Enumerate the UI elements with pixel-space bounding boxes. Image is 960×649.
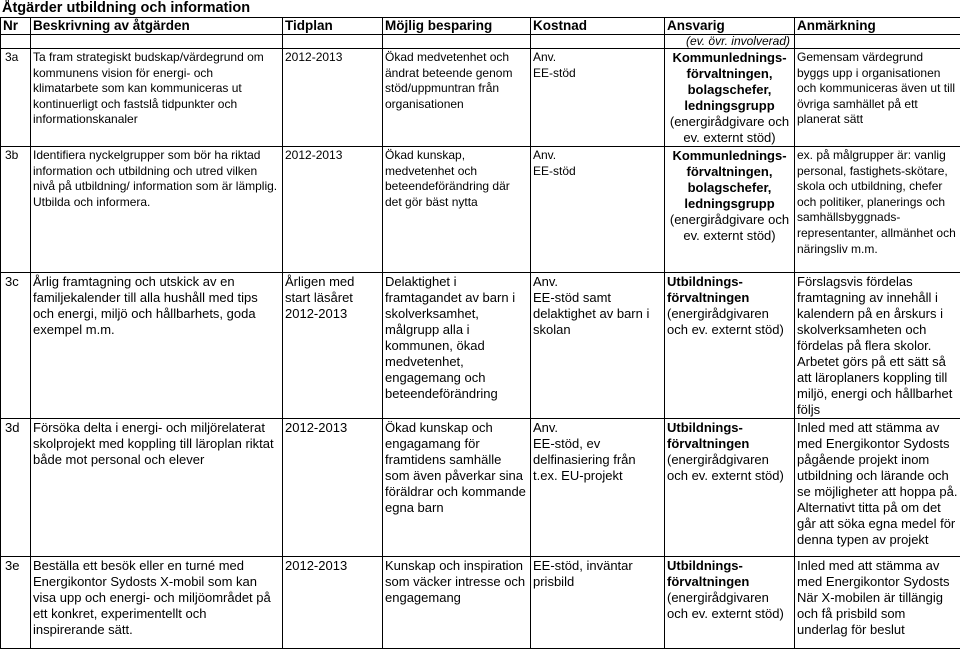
header-blank	[531, 35, 665, 49]
row-kostnad	[531, 147, 665, 273]
header-anmarkning: Anmärkning	[795, 18, 960, 35]
row-ansvarig	[665, 147, 795, 273]
row-ansvarig-main: Utbildnings-förvaltningen	[667, 420, 792, 452]
header-blank	[383, 35, 531, 49]
header-nr: Nr	[1, 18, 31, 35]
measures-table	[0, 17, 960, 649]
row-tidplan: 2012-2013	[283, 147, 383, 273]
header-blank	[283, 35, 383, 49]
header-blank	[31, 35, 283, 49]
row-nr: 3e	[1, 557, 31, 649]
table-row	[1, 147, 960, 273]
row-kostnad-line2: EE-stöd, ev delfinasiering från t.ex. EU-projekt	[533, 436, 662, 484]
row-anmarkning: Gemensam värdegrund byggs upp i organisationen och kommuniceras även ut till övriga samhället på ett planerat sätt	[795, 49, 960, 147]
header-blank	[1, 35, 31, 49]
row-kostnad	[531, 419, 665, 557]
row-tidplan: 2012-2013	[283, 557, 383, 649]
row-ansvarig	[665, 419, 795, 557]
header-ansvarig-note: (ev. övr. involverad)	[665, 35, 795, 49]
row-ansvarig-note: (energirådgivare och ev. externt stöd)	[667, 212, 792, 244]
row-beskrivning: Ta fram strategiskt budskap/värdegrund om kommunens vision för energi- och klimatarbete som kan kommuniceras ut kontinuerligt och fastslå tidpunkter och informationskanaler	[31, 49, 283, 147]
row-nr: 3d	[1, 419, 31, 557]
row-ansvarig-note: (energirådgivaren och ev. externt stöd)	[667, 590, 792, 622]
row-ansvarig	[665, 49, 795, 147]
header-beskrivning: Beskrivning av åtgärden	[31, 18, 283, 35]
table-row	[1, 273, 960, 419]
row-ansvarig-main: Kommunlednings-förvaltningen, bolagschefer, ledningsgrupp	[667, 148, 792, 212]
row-beskrivning: Årlig framtagning och utskick av en familjekalender till alla hushåll med tips och energi, miljö och hållbarhets, goda exempel m.m.	[31, 273, 283, 419]
row-besparing: Kunskap och inspiration som väcker intresse och engagemang	[383, 557, 531, 649]
row-anmarkning: Förslagsvis fördelas framtagning av innehåll i kalendern på en årskurs i skolverksamheten och fördelas på flera skolor. Arbetet görs på ett sätt så att läroplaners koppling till miljö, energi och hållbarhet följs	[795, 273, 960, 419]
header-subrow	[1, 35, 960, 49]
row-ansvarig-note: (energirådgivaren och ev. externt stöd)	[667, 452, 792, 484]
row-besparing: Ökad kunskap och engagamang för framtidens samhälle som även påverkar sina föräldrar och kommande egna barn	[383, 419, 531, 557]
row-beskrivning: Beställa ett besök eller en turné med Energikontor Sydosts X-mobil som kan visa upp och energi- och miljöområdet på ett konkret, experimentellt och inspirerande sätt.	[31, 557, 283, 649]
row-anmarkning: Inled med att stämma av med Energikontor Sydosts När X-mobilen är tillängig och få prisbild som underlag för beslut	[795, 557, 960, 649]
row-beskrivning: Identifiera nyckelgrupper som bör ha riktad information och utbildning och utred vilken nivå på utbildning/ information som är lämplig. Utbilda och informera.	[31, 147, 283, 273]
row-kostnad-line1: Anv.	[533, 420, 662, 436]
header-besparing: Möjlig besparing	[383, 18, 531, 35]
row-kostnad-line1: Anv.	[533, 50, 662, 66]
row-besparing: Delaktighet i framtagandet av barn i skolverksamhet, målgrupp alla i kommunen, ökad medvetenhet, engagemang och beteendeförändring	[383, 273, 531, 419]
row-beskrivning: Försöka delta i energi- och miljörelaterat skolprojekt med koppling till läroplan riktat både mot personal och elever	[31, 419, 283, 557]
header-blank	[795, 35, 960, 49]
row-ansvarig-note: (energirådgivare och ev. externt stöd)	[667, 114, 792, 146]
row-kostnad-line2: EE-stöd	[533, 164, 662, 180]
row-kostnad-line2: EE-stöd	[533, 66, 662, 82]
row-nr: 3c	[1, 273, 31, 419]
header-ansvarig: Ansvarig	[665, 18, 795, 35]
row-anmarkning: ex. på målgrupper är: vanlig personal, fastighets-skötare, skola och utbildning, chefer och politiker, planerings och samhällsbyggnads-representanter, allmänhet och näringsliv m.m.	[795, 147, 960, 273]
table-row	[1, 557, 960, 649]
row-ansvarig-main: Utbildnings-förvaltningen	[667, 274, 792, 306]
row-kostnad	[531, 557, 665, 649]
row-kostnad	[531, 49, 665, 147]
header-row	[1, 18, 960, 35]
row-ansvarig-note: (energirådgivaren och ev. externt stöd)	[667, 306, 792, 338]
row-ansvarig-main: Utbildnings-förvaltningen	[667, 558, 792, 590]
header-kostnad: Kostnad	[531, 18, 665, 35]
row-besparing: Ökad kunskap, medvetenhet och beteendeförändring där det gör bäst nytta	[383, 147, 531, 273]
row-ansvarig	[665, 273, 795, 419]
page-title: Åtgärder utbildning och information	[2, 0, 250, 17]
row-kostnad-line1: Anv.	[533, 274, 662, 290]
row-ansvarig	[665, 557, 795, 649]
row-kostnad	[531, 273, 665, 419]
row-anmarkning: Inled med att stämma av med Energikontor Sydosts pågående projekt inom utbildning och lärande och se möjligheter att hoppa på. Alternativt titta på om det går att söka egna medel för denna typen av projekt	[795, 419, 960, 557]
row-nr: 3b	[1, 147, 31, 273]
header-tidplan: Tidplan	[283, 18, 383, 35]
row-tidplan: Årligen med start läsåret 2012-2013	[283, 273, 383, 419]
row-kostnad-line2: EE-stöd samt delaktighet av barn i skolan	[533, 290, 662, 338]
row-tidplan: 2012-2013	[283, 49, 383, 147]
table-row	[1, 49, 960, 147]
table-row	[1, 419, 960, 557]
row-kostnad-line1: Anv.	[533, 148, 662, 164]
row-kostnad-line1: EE-stöd, inväntar prisbild	[533, 558, 662, 590]
row-tidplan: 2012-2013	[283, 419, 383, 557]
row-besparing: Ökad medvetenhet och ändrat beteende genom stöd/uppmuntran från organisationen	[383, 49, 531, 147]
row-ansvarig-main: Kommunlednings-förvaltningen, bolagschefer, ledningsgrupp	[667, 50, 792, 114]
row-nr: 3a	[1, 49, 31, 147]
